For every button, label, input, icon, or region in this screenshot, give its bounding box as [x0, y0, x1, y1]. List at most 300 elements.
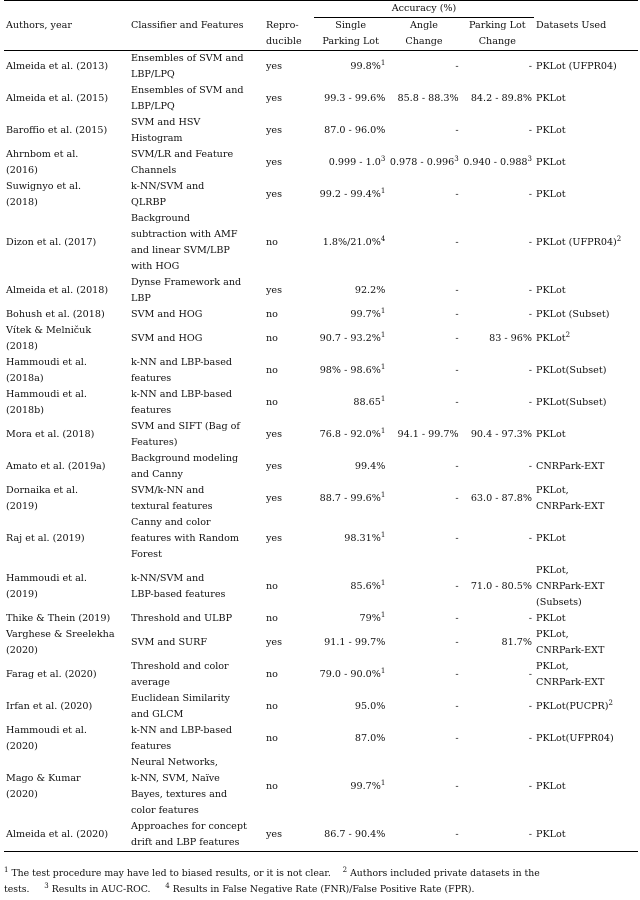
footnote-1-text: The test procedure may have led to biased results, or it is not clear.	[11, 868, 331, 879]
cell-classifier-line	[131, 803, 262, 819]
cell-angle-change-value: -	[455, 333, 459, 344]
footnote-marker: 1	[380, 362, 386, 371]
cell-classifier-text: and Canny	[131, 469, 183, 480]
cell-classifier-text: and GLCM	[131, 709, 184, 720]
cell-datasets	[534, 691, 638, 723]
cell-authors	[4, 419, 129, 451]
cell-datasets-text: PKLot(Subset)	[536, 397, 607, 408]
cell-classifier-line	[131, 483, 262, 499]
cell-datasets	[534, 355, 638, 387]
cell-classifier-line	[131, 835, 262, 851]
cell-classifier-text: features	[131, 741, 172, 752]
cell-authors-line	[6, 163, 127, 179]
cell-reproducible-value: yes	[266, 125, 283, 136]
cell-classifier-line	[131, 259, 262, 275]
cell-angle-change-value: -	[455, 581, 459, 592]
cell-classifier-text: with HOG	[131, 261, 180, 272]
cell-classifier-line	[131, 691, 262, 707]
footnote-marker: 2	[565, 330, 571, 339]
cell-authors-text: Amato et al. (2019a)	[6, 461, 106, 472]
cell-angle-change-value: -	[455, 637, 459, 648]
footnote-marker: 1	[380, 58, 386, 67]
cell-reproducible-value: no	[266, 309, 278, 320]
table-row	[4, 627, 638, 659]
cell-classifier-text: QLRBP	[131, 197, 166, 208]
cell-classifier-line	[131, 211, 262, 227]
cell-datasets-text: PKLot	[536, 781, 566, 792]
cell-authors-text: Almeida et al. (2020)	[6, 829, 109, 840]
cell-datasets-text: PKLot	[536, 93, 566, 104]
cell-single-parking-lot-value: 99.8%	[350, 61, 381, 72]
cell-parking-lot-change	[461, 419, 534, 451]
cell-classifier-line	[131, 435, 262, 451]
cell-datasets-text: PKLot	[536, 285, 566, 296]
cell-reproducible	[264, 275, 314, 307]
cell-datasets-line	[536, 395, 636, 411]
cell-angle-change-value: -	[455, 493, 459, 504]
cell-parking-lot-change-value: 71.0 - 80.5%	[470, 581, 532, 592]
cell-datasets	[534, 83, 638, 115]
cell-authors-text: Hammoudi et al.	[6, 573, 87, 584]
cell-authors-text: Hammoudi et al.	[6, 357, 87, 368]
cell-single-parking-lot	[314, 451, 387, 483]
cell-parking-lot-change	[461, 611, 534, 627]
cell-reproducible-value: no	[266, 781, 278, 792]
cell-authors-text: (2018a)	[6, 373, 44, 384]
cell-reproducible	[264, 483, 314, 515]
footnote-2-text: Authors included private datasets in the	[350, 868, 540, 879]
cell-authors-text: Mago & Kumar	[6, 773, 81, 784]
header-plc	[461, 18, 534, 35]
cell-single-parking-lot-value: 99.2 - 99.4%	[319, 189, 381, 200]
cell-classifier	[129, 83, 264, 115]
footnote-marker: 2	[616, 234, 622, 243]
table-row	[4, 51, 638, 84]
cell-reproducible	[264, 147, 314, 179]
table-header	[4, 1, 638, 51]
header-angle	[387, 18, 460, 35]
cell-classifier	[129, 611, 264, 627]
cell-authors-line	[6, 403, 127, 419]
cell-angle-change-value: -	[455, 309, 459, 320]
cell-parking-lot-change-value: 81.7%	[501, 637, 532, 648]
cell-classifier-text: k-NN/SVM and	[131, 573, 205, 584]
cell-classifier-text: Ensembles of SVM and	[131, 53, 244, 64]
cell-single-parking-lot-value: 92.2%	[354, 285, 386, 296]
cell-angle-change-value: -	[455, 533, 459, 544]
cell-angle-change-value: -	[455, 365, 459, 376]
cell-authors-line	[6, 123, 127, 139]
cell-classifier-line	[131, 355, 262, 371]
cell-classifier	[129, 179, 264, 211]
cell-authors-line	[6, 643, 127, 659]
cell-datasets	[534, 451, 638, 483]
table-row	[4, 323, 638, 355]
cell-datasets-line	[536, 483, 636, 499]
cell-single-parking-lot	[314, 611, 387, 627]
cell-classifier-text: Dynse Framework and	[131, 277, 242, 288]
cell-single-parking-lot-value: 85.6%	[350, 581, 381, 592]
cell-single-parking-lot	[314, 275, 387, 307]
cell-datasets	[534, 179, 638, 211]
cell-classifier	[129, 115, 264, 147]
cell-single-parking-lot	[314, 563, 387, 611]
cell-datasets-text: PKLot	[536, 333, 566, 344]
cell-datasets-line	[536, 331, 636, 347]
cell-datasets-line	[536, 155, 636, 171]
cell-angle-change	[387, 515, 460, 563]
cell-classifier-line	[131, 723, 262, 739]
cell-authors-text: Ahrnbom et al.	[6, 149, 79, 160]
cell-classifier-line	[131, 659, 262, 675]
cell-classifier-line	[131, 611, 262, 627]
cell-classifier-text: k-NN/SVM and	[131, 181, 205, 192]
header-reproducible	[264, 18, 314, 35]
cell-reproducible	[264, 307, 314, 323]
header-angle-line1: Angle	[409, 20, 438, 31]
cell-angle-change	[387, 563, 460, 611]
cell-classifier	[129, 211, 264, 275]
cell-reproducible	[264, 115, 314, 147]
cell-datasets-line	[536, 611, 636, 627]
cell-parking-lot-change-value: -	[528, 397, 532, 408]
cell-classifier-line	[131, 67, 262, 83]
cell-reproducible	[264, 387, 314, 419]
cell-angle-change-value: -	[455, 701, 459, 712]
cell-authors-text: Dornaika et al.	[6, 485, 79, 496]
cell-authors-line	[6, 195, 127, 211]
cell-authors	[4, 275, 129, 307]
cell-datasets	[534, 723, 638, 755]
cell-classifier-line	[131, 571, 262, 587]
cell-single-parking-lot	[314, 211, 387, 275]
cell-authors	[4, 147, 129, 179]
cell-datasets-line	[536, 307, 636, 323]
cell-parking-lot-change	[461, 355, 534, 387]
cell-authors-line	[6, 667, 127, 683]
cell-parking-lot-change-value: -	[528, 701, 532, 712]
cell-datasets-text: PKLot	[536, 429, 566, 440]
footnote-marker: 4	[380, 234, 386, 243]
cell-classifier-line	[131, 163, 262, 179]
cell-datasets-text: CNRPark-EXT	[536, 645, 605, 656]
cell-parking-lot-change-value: 63.0 - 87.8%	[470, 493, 532, 504]
cell-datasets-text: PKLot,	[536, 565, 569, 576]
cell-datasets-line	[536, 779, 636, 795]
cell-datasets-text: PKLot (Subset)	[536, 309, 610, 320]
cell-authors	[4, 83, 129, 115]
cell-authors	[4, 483, 129, 515]
cell-parking-lot-change	[461, 627, 534, 659]
table-row	[4, 483, 638, 515]
cell-classifier-text: Background	[131, 213, 190, 224]
cell-single-parking-lot	[314, 179, 387, 211]
cell-classifier-text: Canny and color	[131, 517, 211, 528]
cell-datasets-text: PKLot	[536, 613, 566, 624]
cell-reproducible	[264, 83, 314, 115]
cell-single-parking-lot-value: 88.7 - 99.6%	[319, 493, 381, 504]
cell-single-parking-lot-value: 98.31%	[344, 533, 381, 544]
table-row	[4, 147, 638, 179]
cell-classifier-line	[131, 51, 262, 67]
cell-parking-lot-change	[461, 147, 534, 179]
cell-angle-change-value: -	[455, 285, 459, 296]
cell-reproducible-value: yes	[266, 285, 283, 296]
cell-authors	[4, 355, 129, 387]
cell-datasets-line	[536, 659, 636, 675]
cell-angle-change-value: -	[455, 829, 459, 840]
cell-authors-text: Vítek & Melničuk	[6, 325, 92, 336]
table-row	[4, 691, 638, 723]
cell-parking-lot-change-value: -	[528, 781, 532, 792]
cell-reproducible	[264, 51, 314, 84]
cell-reproducible	[264, 211, 314, 275]
cell-datasets-line	[536, 595, 636, 611]
cell-classifier-line	[131, 451, 262, 467]
cell-parking-lot-change-value: -	[528, 285, 532, 296]
cell-classifier-line	[131, 115, 262, 131]
cell-authors-line	[6, 387, 127, 403]
cell-angle-change-value: -	[455, 461, 459, 472]
cell-single-parking-lot	[314, 691, 387, 723]
cell-parking-lot-change	[461, 659, 534, 691]
cell-authors	[4, 563, 129, 611]
cell-parking-lot-change	[461, 51, 534, 84]
cell-angle-change-value: -	[455, 125, 459, 136]
cell-datasets-text: PKLot,	[536, 485, 569, 496]
cell-parking-lot-change-value: -	[528, 733, 532, 744]
cell-authors	[4, 611, 129, 627]
cell-reproducible-value: no	[266, 613, 278, 624]
cell-datasets-line	[536, 827, 636, 843]
cell-classifier-text: features	[131, 405, 172, 416]
cell-classifier-line	[131, 131, 262, 147]
header-single	[314, 18, 387, 35]
cell-authors	[4, 323, 129, 355]
cell-parking-lot-change	[461, 483, 534, 515]
cell-parking-lot-change	[461, 115, 534, 147]
header-authors: Authors, year	[6, 19, 72, 31]
cell-classifier	[129, 307, 264, 323]
cell-classifier-text: k-NN and LBP-based	[131, 725, 233, 736]
cell-reproducible-value: no	[266, 397, 278, 408]
cell-classifier-text: features	[131, 373, 172, 384]
cell-reproducible-value: yes	[266, 637, 283, 648]
cell-authors-line	[6, 323, 127, 339]
cell-classifier-text: LBP/LPQ	[131, 69, 175, 80]
cell-angle-change-value: -	[455, 237, 459, 248]
cell-single-parking-lot	[314, 83, 387, 115]
comparison-table	[4, 0, 638, 852]
cell-authors	[4, 451, 129, 483]
cell-angle-change	[387, 275, 460, 307]
cell-datasets-line	[536, 187, 636, 203]
cell-authors	[4, 659, 129, 691]
cell-classifier	[129, 659, 264, 691]
cell-classifier-text: SVM and HOG	[131, 309, 203, 320]
cell-reproducible	[264, 515, 314, 563]
cell-datasets-line	[536, 531, 636, 547]
cell-classifier-line	[131, 499, 262, 515]
cell-datasets	[534, 627, 638, 659]
cell-classifier	[129, 147, 264, 179]
cell-single-parking-lot-value: 99.7%	[350, 309, 381, 320]
header-datasets: Datasets Used	[536, 19, 607, 31]
cell-classifier-text: Ensembles of SVM and	[131, 85, 244, 96]
cell-classifier-text: color features	[131, 805, 199, 816]
cell-datasets-line	[536, 427, 636, 443]
cell-reproducible-value: no	[266, 669, 278, 680]
cell-single-parking-lot	[314, 659, 387, 691]
footnote-3-text: Results in AUC-ROC.	[51, 884, 151, 895]
cell-authors-text: Almeida et al. (2015)	[6, 93, 109, 104]
cell-parking-lot-change	[461, 451, 534, 483]
cell-classifier-line	[131, 515, 262, 531]
cell-reproducible-value: no	[266, 333, 278, 344]
cell-datasets	[534, 307, 638, 323]
cell-classifier-text: Histogram	[131, 133, 183, 144]
cell-single-parking-lot	[314, 307, 387, 323]
cell-reproducible-value: no	[266, 733, 278, 744]
cell-classifier-line	[131, 787, 262, 803]
cell-reproducible-value: yes	[266, 429, 283, 440]
cell-single-parking-lot	[314, 755, 387, 819]
footnote-3-marker: 3	[44, 881, 49, 890]
cell-reproducible	[264, 691, 314, 723]
cell-reproducible	[264, 451, 314, 483]
cell-authors	[4, 307, 129, 323]
cell-authors-line	[6, 179, 127, 195]
cell-reproducible	[264, 627, 314, 659]
cell-parking-lot-change	[461, 515, 534, 563]
cell-parking-lot-change	[461, 307, 534, 323]
cell-parking-lot-change-value: -	[528, 829, 532, 840]
cell-parking-lot-change	[461, 275, 534, 307]
table-row	[4, 723, 638, 755]
cell-classifier-line	[131, 547, 262, 563]
cell-classifier-line	[131, 387, 262, 403]
cell-authors-text: (2019)	[6, 589, 38, 600]
footnote-marker: 3	[454, 154, 459, 163]
cell-classifier-line	[131, 83, 262, 99]
footnote-line-2	[4, 882, 638, 898]
cell-authors-line	[6, 699, 127, 715]
cell-single-parking-lot	[314, 627, 387, 659]
cell-angle-change	[387, 355, 460, 387]
cell-datasets-text: PKLot (UFPR04)	[536, 61, 617, 72]
cell-single-parking-lot-value: 87.0%	[354, 733, 386, 744]
cell-authors-text: (2018b)	[6, 405, 45, 416]
cell-angle-change-value: -	[455, 397, 459, 408]
cell-authors-text: Dizon et al. (2017)	[6, 237, 97, 248]
cell-datasets-line	[536, 459, 636, 475]
cell-classifier-line	[131, 195, 262, 211]
cell-single-parking-lot-value: 1.8%/21.0%	[322, 237, 381, 248]
table-row	[4, 659, 638, 691]
cell-datasets-line	[536, 643, 636, 659]
cell-classifier-text: LBP/LPQ	[131, 101, 175, 112]
cell-classifier-text: LBP-based features	[131, 589, 226, 600]
cell-datasets-text: PKLot(UFPR04)	[536, 733, 614, 744]
cell-parking-lot-change-value: -	[528, 189, 532, 200]
table-row	[4, 419, 638, 451]
cell-authors-text: Irfan et al. (2020)	[6, 701, 93, 712]
cell-authors-text: Varghese & Sreelekha	[6, 629, 115, 640]
table-row	[4, 83, 638, 115]
cell-parking-lot-change-value: -	[528, 309, 532, 320]
cell-classifier-text: subtraction with AMF	[131, 229, 238, 240]
cell-parking-lot-change-value: 0.940 - 0.988	[463, 157, 528, 168]
cell-reproducible	[264, 419, 314, 451]
footnote-marker: 1	[380, 426, 386, 435]
cell-datasets	[534, 275, 638, 307]
cell-authors-line	[6, 483, 127, 499]
cell-datasets	[534, 387, 638, 419]
cell-parking-lot-change	[461, 387, 534, 419]
cell-classifier-text: Background modeling	[131, 453, 239, 464]
cell-authors-line	[6, 571, 127, 587]
cell-single-parking-lot	[314, 355, 387, 387]
cell-classifier-line	[131, 403, 262, 419]
cell-single-parking-lot-value: 86.7 - 90.4%	[324, 829, 386, 840]
footnote-marker: 1	[380, 330, 386, 339]
cell-authors-text: Almeida et al. (2013)	[6, 61, 109, 72]
cell-authors-text: Mora et al. (2018)	[6, 429, 95, 440]
cell-parking-lot-change	[461, 563, 534, 611]
cell-datasets	[534, 211, 638, 275]
cell-authors-line	[6, 459, 127, 475]
cell-reproducible	[264, 355, 314, 387]
cell-classifier	[129, 755, 264, 819]
cell-datasets-text: PKLot	[536, 125, 566, 136]
cell-authors-text: Farag et al. (2020)	[6, 669, 97, 680]
cell-angle-change-value: 94.1 - 99.7%	[397, 429, 459, 440]
cell-reproducible-value: no	[266, 365, 278, 376]
cell-classifier-text: Threshold and ULBP	[131, 613, 233, 624]
footnote-marker: 2	[608, 698, 613, 707]
document-page	[4, 0, 638, 895]
cell-datasets-text: PKLot	[536, 829, 566, 840]
table-row	[4, 355, 638, 387]
cell-classifier-text: Forest	[131, 549, 162, 560]
cell-classifier-text: textural features	[131, 501, 213, 512]
cell-authors-text: (2020)	[6, 741, 38, 752]
cell-classifier-line	[131, 179, 262, 195]
cell-parking-lot-change-value: -	[528, 61, 532, 72]
cell-classifier-text: k-NN and LBP-based	[131, 357, 233, 368]
cell-classifier-text: SVM/k-NN and	[131, 485, 205, 496]
cell-reproducible-value: yes	[266, 461, 283, 472]
cell-classifier-text: SVM and HSV	[131, 117, 201, 128]
cell-classifier	[129, 419, 264, 451]
cell-authors-line	[6, 427, 127, 443]
cell-authors-text: (2016)	[6, 165, 38, 176]
cell-single-parking-lot	[314, 387, 387, 419]
footnote-marker: 1	[380, 578, 386, 587]
cell-classifier-text: and linear SVM/LBP	[131, 245, 230, 256]
cell-authors-line	[6, 611, 127, 627]
cell-authors-line	[6, 283, 127, 299]
cell-classifier-line	[131, 331, 262, 347]
footnote-line-1	[4, 866, 638, 882]
table-row	[4, 307, 638, 323]
cell-authors-line	[6, 499, 127, 515]
cell-angle-change	[387, 659, 460, 691]
cell-authors-text: (2018)	[6, 341, 38, 352]
cell-angle-change-value: 0.978 - 0.996	[389, 157, 455, 168]
cell-reproducible-value: no	[266, 237, 278, 248]
cell-classifier-text: Threshold and color	[131, 661, 229, 672]
